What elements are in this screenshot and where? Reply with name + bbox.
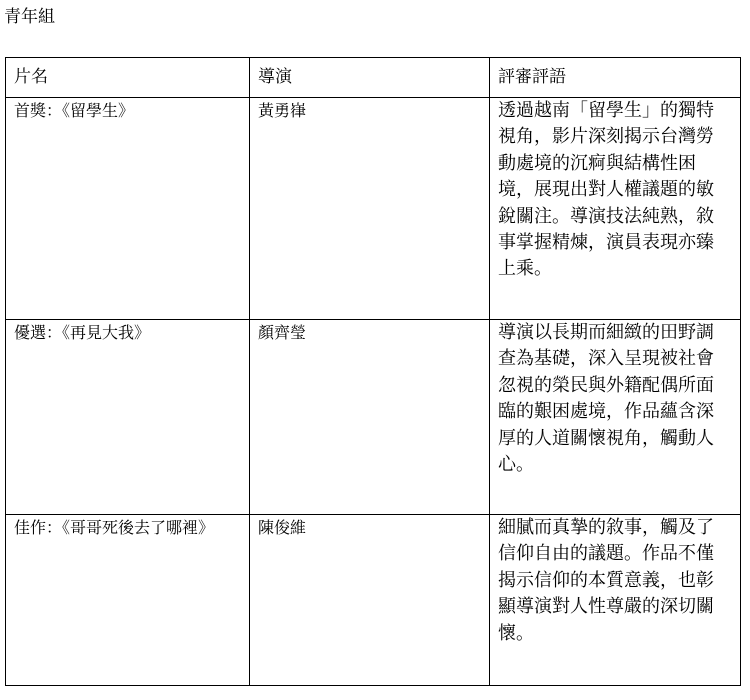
jury-comment-text: 透過越南「留學生」的獨特視角，影片深刻揭示台灣勞動處境的沉痾與結構性困境，展現出對人權議題的敏銳關注。導演技法純熟，敘事掌握精煉，演員表現亦臻上乘。 bbox=[498, 100, 714, 280]
column-header-comment: 評審評語 bbox=[490, 58, 741, 98]
awards-table bbox=[5, 57, 741, 686]
jury-comment-text: 導演以長期而細緻的田野調查為基礎，深入呈現被社會忽視的榮民與外籍配偶所面臨的艱困處境，作品蘊含深厚的人道關懷視角，觸動人心。 bbox=[498, 322, 714, 476]
table-row bbox=[6, 320, 741, 515]
jury-comment-cell bbox=[490, 98, 741, 320]
director-cell: 黃勇嵂 bbox=[250, 98, 490, 320]
jury-comment-text: 細膩而真摯的敘事，觸及了信仰自由的議題。作品不僅揭示信仰的本質意義，也彰顯導演對人性尊嚴的深切關懷。 bbox=[498, 517, 714, 644]
column-header-title: 片名 bbox=[6, 58, 250, 98]
director-cell: 陳俊維 bbox=[250, 515, 490, 686]
award-title-cell: 佳作：《哥哥死後去了哪裡》 bbox=[6, 515, 250, 686]
table-row bbox=[6, 515, 741, 686]
page-title: 青年組 bbox=[4, 7, 55, 27]
column-header-director: 導演 bbox=[250, 58, 490, 98]
table-header-row bbox=[6, 58, 741, 98]
award-title-cell: 首獎：《留學生》 bbox=[6, 98, 250, 320]
award-title-cell: 優選：《再見大我》 bbox=[6, 320, 250, 515]
jury-comment-cell bbox=[490, 515, 741, 686]
table-row bbox=[6, 98, 741, 320]
jury-comment-cell bbox=[490, 320, 741, 515]
director-cell: 顏齊瑩 bbox=[250, 320, 490, 515]
